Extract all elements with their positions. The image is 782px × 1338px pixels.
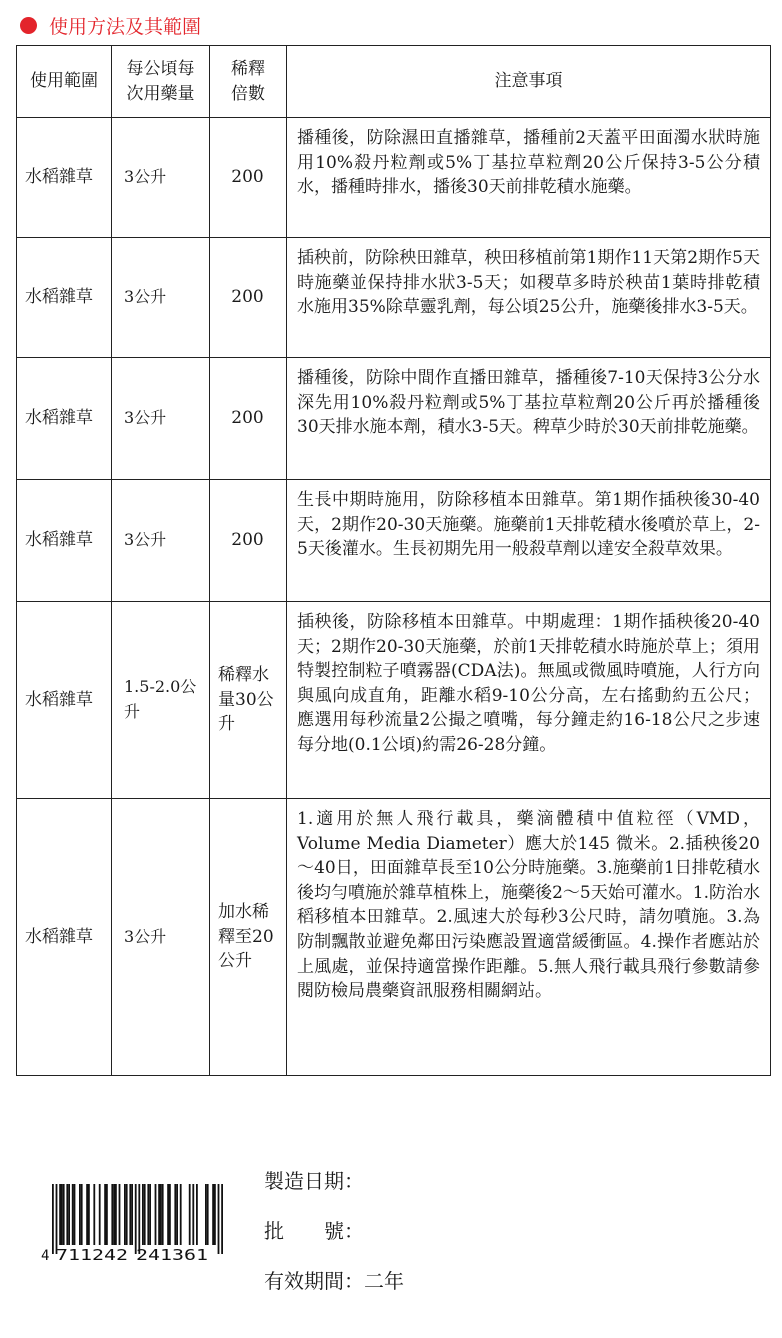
barcode-bar [56, 1184, 58, 1254]
header-scope: 使用範圍 [17, 46, 112, 118]
table-row [17, 480, 771, 602]
cell-dilution: 200 [210, 238, 287, 358]
barcode-bar [169, 1184, 171, 1245]
barcode-bar [221, 1184, 223, 1254]
barcode-bar [158, 1184, 160, 1245]
barcode-digits-right: 241361 [136, 1246, 208, 1262]
barcode-bar [79, 1184, 81, 1245]
cell-dosage: 3公升 [112, 358, 210, 480]
barcode-bar [196, 1184, 198, 1245]
manufacture-date [264, 1165, 364, 1194]
barcode-bar [207, 1184, 209, 1245]
barcode-bar [74, 1184, 76, 1245]
section-title: 使用方法及其範圍 [49, 15, 202, 38]
barcode-bar [72, 1184, 74, 1245]
cell-scope: 水稻雜草 [17, 358, 112, 480]
barcode-bar [81, 1184, 83, 1245]
barcode-bar [135, 1184, 137, 1254]
header-dilution: 稀釋 倍數 [210, 46, 287, 118]
cell-notes: 插秧後，防除移植本田雜草。中期處理：1期作插秧後20-40天；2期作20-30天施藥，於前1天排乾積水時施於草上；須用特製控制粒子噴霧器(CDA法)。無風或微風時噴施，人行方向與風向成直角，距離水稻9-10公分高，左右搖動約五公尺；應選用每秒流量2公撮之噴嘴，每分鐘走約16-18公尺之步速每分地(0.1公頃)約需26-28分鐘。 [287, 602, 771, 799]
barcode-bar [131, 1184, 133, 1245]
cell-dilution: 200 [210, 480, 287, 602]
barcode-bar [88, 1184, 90, 1245]
cell-notes: 1.適用於無人飛行載具，藥滴體積中值粒徑（VMD，Volume Media Diameter）應大於145 微米。2.插秧後20～40日，田面雜草長至10公分時施藥。3.施藥前1日排乾積水後均勻噴施於雜草植株上，施藥後2～5天始可灌水。1.防治水稻移植本田雜草。2.風速大於每秒3公尺時，請勿噴施。3.為防制飄散並避免鄰田污染應設置適當緩衝區。4.操作者應站於上風處，並保持適當操作距離。5.無人飛行載具飛行參數請參閱防檢局農藥資訊服務相關網站。 [287, 799, 771, 1076]
table-row [17, 238, 771, 358]
barcode-bars [52, 1184, 223, 1254]
barcode-bar [115, 1184, 117, 1245]
barcode-bar [99, 1184, 101, 1245]
batch-number-label: 批 號： [264, 1219, 364, 1243]
barcode-bar [205, 1184, 207, 1245]
cell-notes: 生長中期時施用，防除移植本田雜草。第1期作插秧後30-40天，2期作20-30天施藥。施藥前1天排乾積水後噴於草上，2-5天後灌水。生長初期先用一般殺草劑以達安全殺草效果。 [287, 480, 771, 602]
section-heading [20, 12, 201, 38]
barcode-bar [106, 1184, 108, 1245]
barcode-bar [104, 1184, 106, 1245]
barcode-bar [214, 1184, 216, 1245]
barcode-bar [162, 1184, 164, 1245]
cell-notes: 插秧前，防除秧田雜草，秧田移植前第1期作11天第2期作5天時施藥並保持排水狀3-5天；如稷草多時於秧苗1葉時排乾積水施用35%除草靈乳劑，每公頃25公升，施藥後排水3-5天。 [287, 238, 771, 358]
barcode-digit-first: 4 [41, 1248, 50, 1262]
table-header-row [17, 46, 771, 118]
cell-notes: 播種後，防除中間作直播田雜草，播種後7-10天保持3公分水深先用10%殺丹粒劑或5%丁基拉草粒劑20公斤再於播種後30天排水施本劑，積水3-5天。稗草少時於30天前排乾施藥。 [287, 358, 771, 480]
header-dosage: 每公頃每 次用藥量 [112, 46, 210, 118]
cell-dosage: 3公升 [112, 799, 210, 1076]
barcode-digits-left: 711242 [56, 1246, 128, 1262]
barcode-bar [129, 1184, 131, 1245]
barcode-bar [167, 1184, 169, 1245]
red-bullet-icon [20, 17, 37, 34]
table-row [17, 602, 771, 799]
barcode-bar [218, 1184, 220, 1254]
barcode-bar [176, 1184, 178, 1245]
cell-dilution: 200 [210, 358, 287, 480]
barcode-bar [138, 1184, 140, 1254]
barcode-bar [61, 1184, 63, 1245]
barcode-bar [180, 1184, 182, 1245]
barcode-bar [111, 1184, 113, 1245]
cell-notes: 播種後，防除濕田直播雜草，播種前2天蓋平田面濁水狀時施用10%殺丹粒劑或5%丁基拉草粒劑20公斤保持3-5公分積水，播種時排水，播後30天前排乾積水施藥。 [287, 118, 771, 238]
barcode-bar [142, 1184, 144, 1245]
barcode-bar [63, 1184, 65, 1245]
cell-dosage: 1.5-2.0公升 [112, 602, 210, 799]
cell-scope: 水稻雜草 [17, 238, 112, 358]
barcode-bar [93, 1184, 95, 1245]
cell-dosage: 3公升 [112, 118, 210, 238]
cell-scope: 水稻雜草 [17, 799, 112, 1076]
barcode-bar [155, 1184, 157, 1245]
barcode-bar [147, 1184, 149, 1245]
barcode-bar [124, 1184, 126, 1245]
barcode [40, 1184, 226, 1262]
barcode-bar [68, 1184, 70, 1245]
cell-scope: 水稻雜草 [17, 602, 112, 799]
validity-period-value: 二年 [364, 1269, 404, 1293]
validity-period-label: 有效期間： [264, 1269, 364, 1293]
barcode-bar [189, 1184, 191, 1245]
header-notes: 注意事項 [287, 46, 771, 118]
barcode-bar [52, 1184, 54, 1254]
barcode-bar [86, 1184, 88, 1245]
cell-dosage: 3公升 [112, 480, 210, 602]
barcode-bar [119, 1184, 121, 1245]
barcode-bar [59, 1184, 61, 1245]
cell-dilution: 加水稀釋至20公升 [210, 799, 287, 1076]
barcode-bar [66, 1184, 68, 1245]
batch-number [264, 1215, 364, 1244]
barcode-bar [113, 1184, 115, 1245]
manufacture-date-label: 製造日期： [264, 1169, 364, 1193]
barcode-bar [126, 1184, 128, 1245]
validity-period [264, 1265, 404, 1294]
barcode-bar [149, 1184, 151, 1245]
barcode-bar [174, 1184, 176, 1245]
barcode-bar [144, 1184, 146, 1245]
cell-dilution: 稀釋水量30公升 [210, 602, 287, 799]
barcode-bar [160, 1184, 162, 1245]
cell-dilution: 200 [210, 118, 287, 238]
table-row [17, 118, 771, 238]
barcode-bar [212, 1184, 214, 1245]
table-row [17, 799, 771, 1076]
cell-dosage: 3公升 [112, 238, 210, 358]
barcode-bar [192, 1184, 194, 1245]
cell-scope: 水稻雜草 [17, 118, 112, 238]
usage-table [16, 45, 771, 1076]
table-row [17, 358, 771, 480]
cell-scope: 水稻雜草 [17, 480, 112, 602]
